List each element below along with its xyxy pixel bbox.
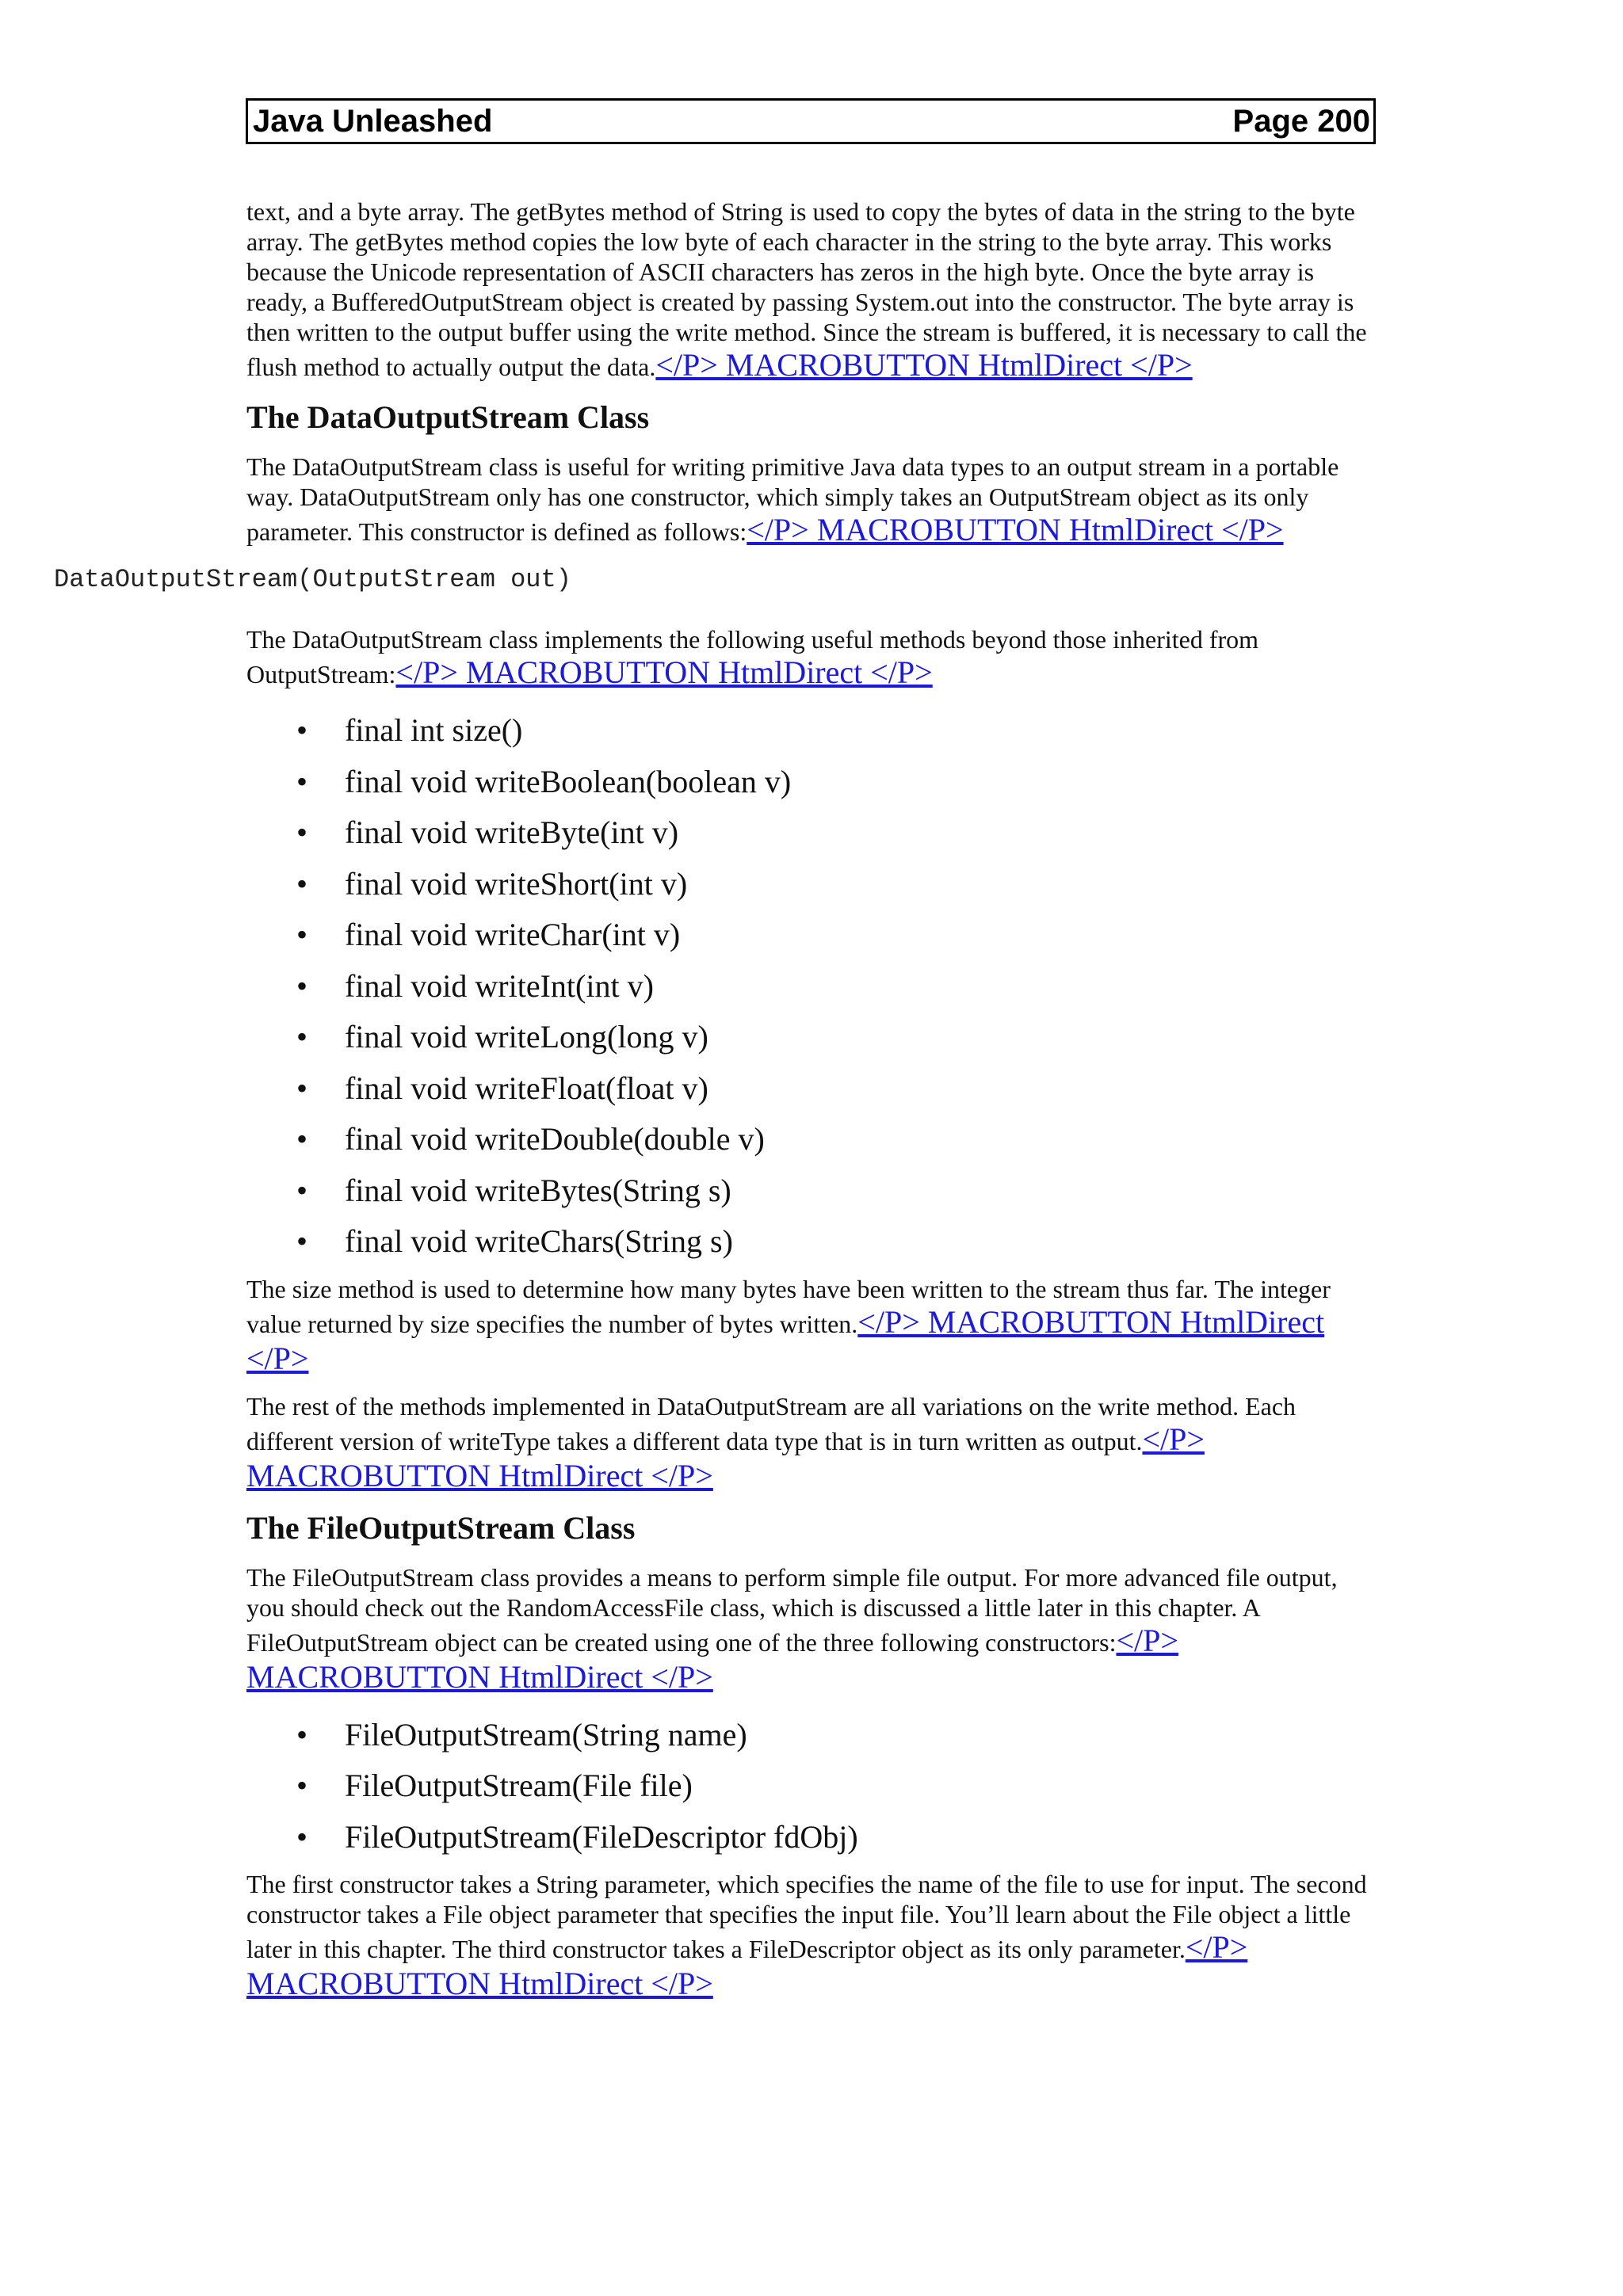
macrobutton-link[interactable]: </P> MACROBUTTON HtmlDirect </P> xyxy=(395,654,933,690)
paragraph-1-text: text, and a byte array. The getBytes method of String is used to copy the bytes of data in the string to the byte array. The getBytes method copies the low byte of each character in the string to the byte array. This works because the Unicode representation of ASCII characters has zeros in the high byte. Once the byte array is ready, a BufferedOutputStream object is created by passing System.out into the constructor. The byte array is then written to the output buffer using the write method. Since the stream is buffered, it is necessary to call the flush method to actually output the data. xyxy=(246,197,1367,381)
paragraph-1 xyxy=(246,196,1380,383)
list-item-text: FileOutputStream(String name) xyxy=(345,1716,747,1753)
list-item xyxy=(246,757,1380,808)
book-title: Java Unleashed xyxy=(253,103,493,139)
paragraph-6-text: The FileOutputStream class provides a means to perform simple file output. For more advanced file output, you should check out the RandomAccessFile class, which is discussed a little later in this chapter. A FileOutputStream object can be created using one of the three following constructors: xyxy=(246,1562,1338,1657)
bullet-icon: • xyxy=(296,1716,308,1753)
bullet-icon: • xyxy=(296,1019,308,1055)
paragraph-5-text: The rest of the methods implemented in DataOutputStream are all variations on the write method. Each different version of writeType takes a different data type that is in turn written as output. xyxy=(246,1391,1296,1455)
paragraph-6 xyxy=(246,1562,1380,1695)
list-item xyxy=(246,859,1380,910)
list-item-text: final void writeBoolean(boolean v) xyxy=(345,763,792,799)
list-item xyxy=(246,1710,1380,1761)
list-item-text: final void writeByte(int v) xyxy=(345,814,679,850)
macrobutton-link[interactable]: </P> MACROBUTTON HtmlDirect </P> xyxy=(246,1622,1178,1695)
bullet-icon: • xyxy=(296,1172,308,1208)
list-item-text: final void writeFloat(float v) xyxy=(345,1070,708,1106)
list-item xyxy=(246,1012,1380,1063)
paragraph-3 xyxy=(246,624,1380,691)
bullet-icon: • xyxy=(296,814,308,850)
list-item xyxy=(246,961,1380,1013)
bullet-icon: • xyxy=(296,1121,308,1157)
list-item-text: final void writeDouble(double v) xyxy=(345,1121,765,1157)
page-number: Page 200 xyxy=(1232,103,1370,139)
paragraph-3-text: The DataOutputStream class implements the following useful methods beyond those inherited from OutputStream: xyxy=(246,625,1259,688)
bullet-icon: • xyxy=(296,967,308,1004)
list-item-text: FileOutputStream(FileDescriptor fdObj) xyxy=(345,1818,858,1855)
bullet-icon: • xyxy=(296,865,308,902)
code-constructor: DataOutputStream(OutputStream out) xyxy=(54,565,571,594)
bullet-icon: • xyxy=(296,1768,308,1803)
list-item xyxy=(246,1216,1380,1268)
macrobutton-link[interactable]: </P> MACROBUTTON HtmlDirect </P> xyxy=(246,1303,1325,1376)
list-item xyxy=(246,910,1380,961)
list-item-text: final void writeLong(long v) xyxy=(345,1019,708,1055)
list-item xyxy=(246,1114,1380,1165)
bullet-icon: • xyxy=(296,917,308,952)
bullet-icon: • xyxy=(296,712,308,748)
list-item-text: final void writeChar(int v) xyxy=(345,917,681,952)
list-item xyxy=(246,1165,1380,1217)
bullet-icon: • xyxy=(296,1818,308,1855)
paragraph-2-text: The DataOutputStream class is useful for writing primitive Java data types to an output stream in a portable way. DataOutputStream only has one constructor, which simply takes an OutputStream object as its only parameter. This constructor is defined as follows: xyxy=(246,452,1339,546)
bullet-icon: • xyxy=(296,763,308,799)
section-heading-fileoutputstream: The FileOutputStream Class xyxy=(246,1509,636,1546)
list-item-text: FileOutputStream(File file) xyxy=(345,1768,693,1803)
paragraph-7-text: The first constructor takes a String parameter, which specifies the name of the file to use for input. The second constructor takes a File object parameter that specifies the input file. You’ll learn about the File object a little later in this chapter. The third constructor takes a FileDescriptor object as its only parameter. xyxy=(246,1870,1367,1963)
page-header xyxy=(246,98,1376,144)
constructor-list xyxy=(246,1710,1380,1863)
list-item-text: final void writeShort(int v) xyxy=(345,865,688,902)
list-item-text: final void writeChars(String s) xyxy=(345,1223,733,1259)
paragraph-4 xyxy=(246,1274,1380,1377)
list-item xyxy=(246,1812,1380,1863)
paragraph-5 xyxy=(246,1391,1380,1494)
paragraph-7 xyxy=(246,1869,1380,2002)
list-item xyxy=(246,1063,1380,1115)
paragraph-4-text: The size method is used to determine how many bytes have been written to the stream thus far. The integer value returned by size specifies the number of bytes written. xyxy=(246,1274,1331,1338)
list-item-text: final int size() xyxy=(345,712,523,748)
page-content xyxy=(54,196,1380,2016)
list-item-text: final void writeBytes(String s) xyxy=(345,1172,731,1208)
list-item xyxy=(246,705,1380,757)
list-item-text: final void writeInt(int v) xyxy=(345,967,654,1004)
macrobutton-link[interactable]: </P> MACROBUTTON HtmlDirect </P> xyxy=(747,512,1284,547)
bullet-icon: • xyxy=(296,1223,308,1259)
macrobutton-link[interactable]: </P> MACROBUTTON HtmlDirect </P> xyxy=(246,1421,1205,1493)
list-item xyxy=(246,807,1380,859)
method-list xyxy=(246,705,1380,1268)
macrobutton-link[interactable]: </P> MACROBUTTON HtmlDirect </P> xyxy=(655,347,1193,383)
section-heading-dataoutputstream: The DataOutputStream Class xyxy=(246,399,650,435)
macrobutton-link[interactable]: </P> MACROBUTTON HtmlDirect </P> xyxy=(246,1929,1248,2001)
bullet-icon: • xyxy=(296,1070,308,1106)
paragraph-2 xyxy=(246,452,1380,548)
list-item xyxy=(246,1760,1380,1812)
